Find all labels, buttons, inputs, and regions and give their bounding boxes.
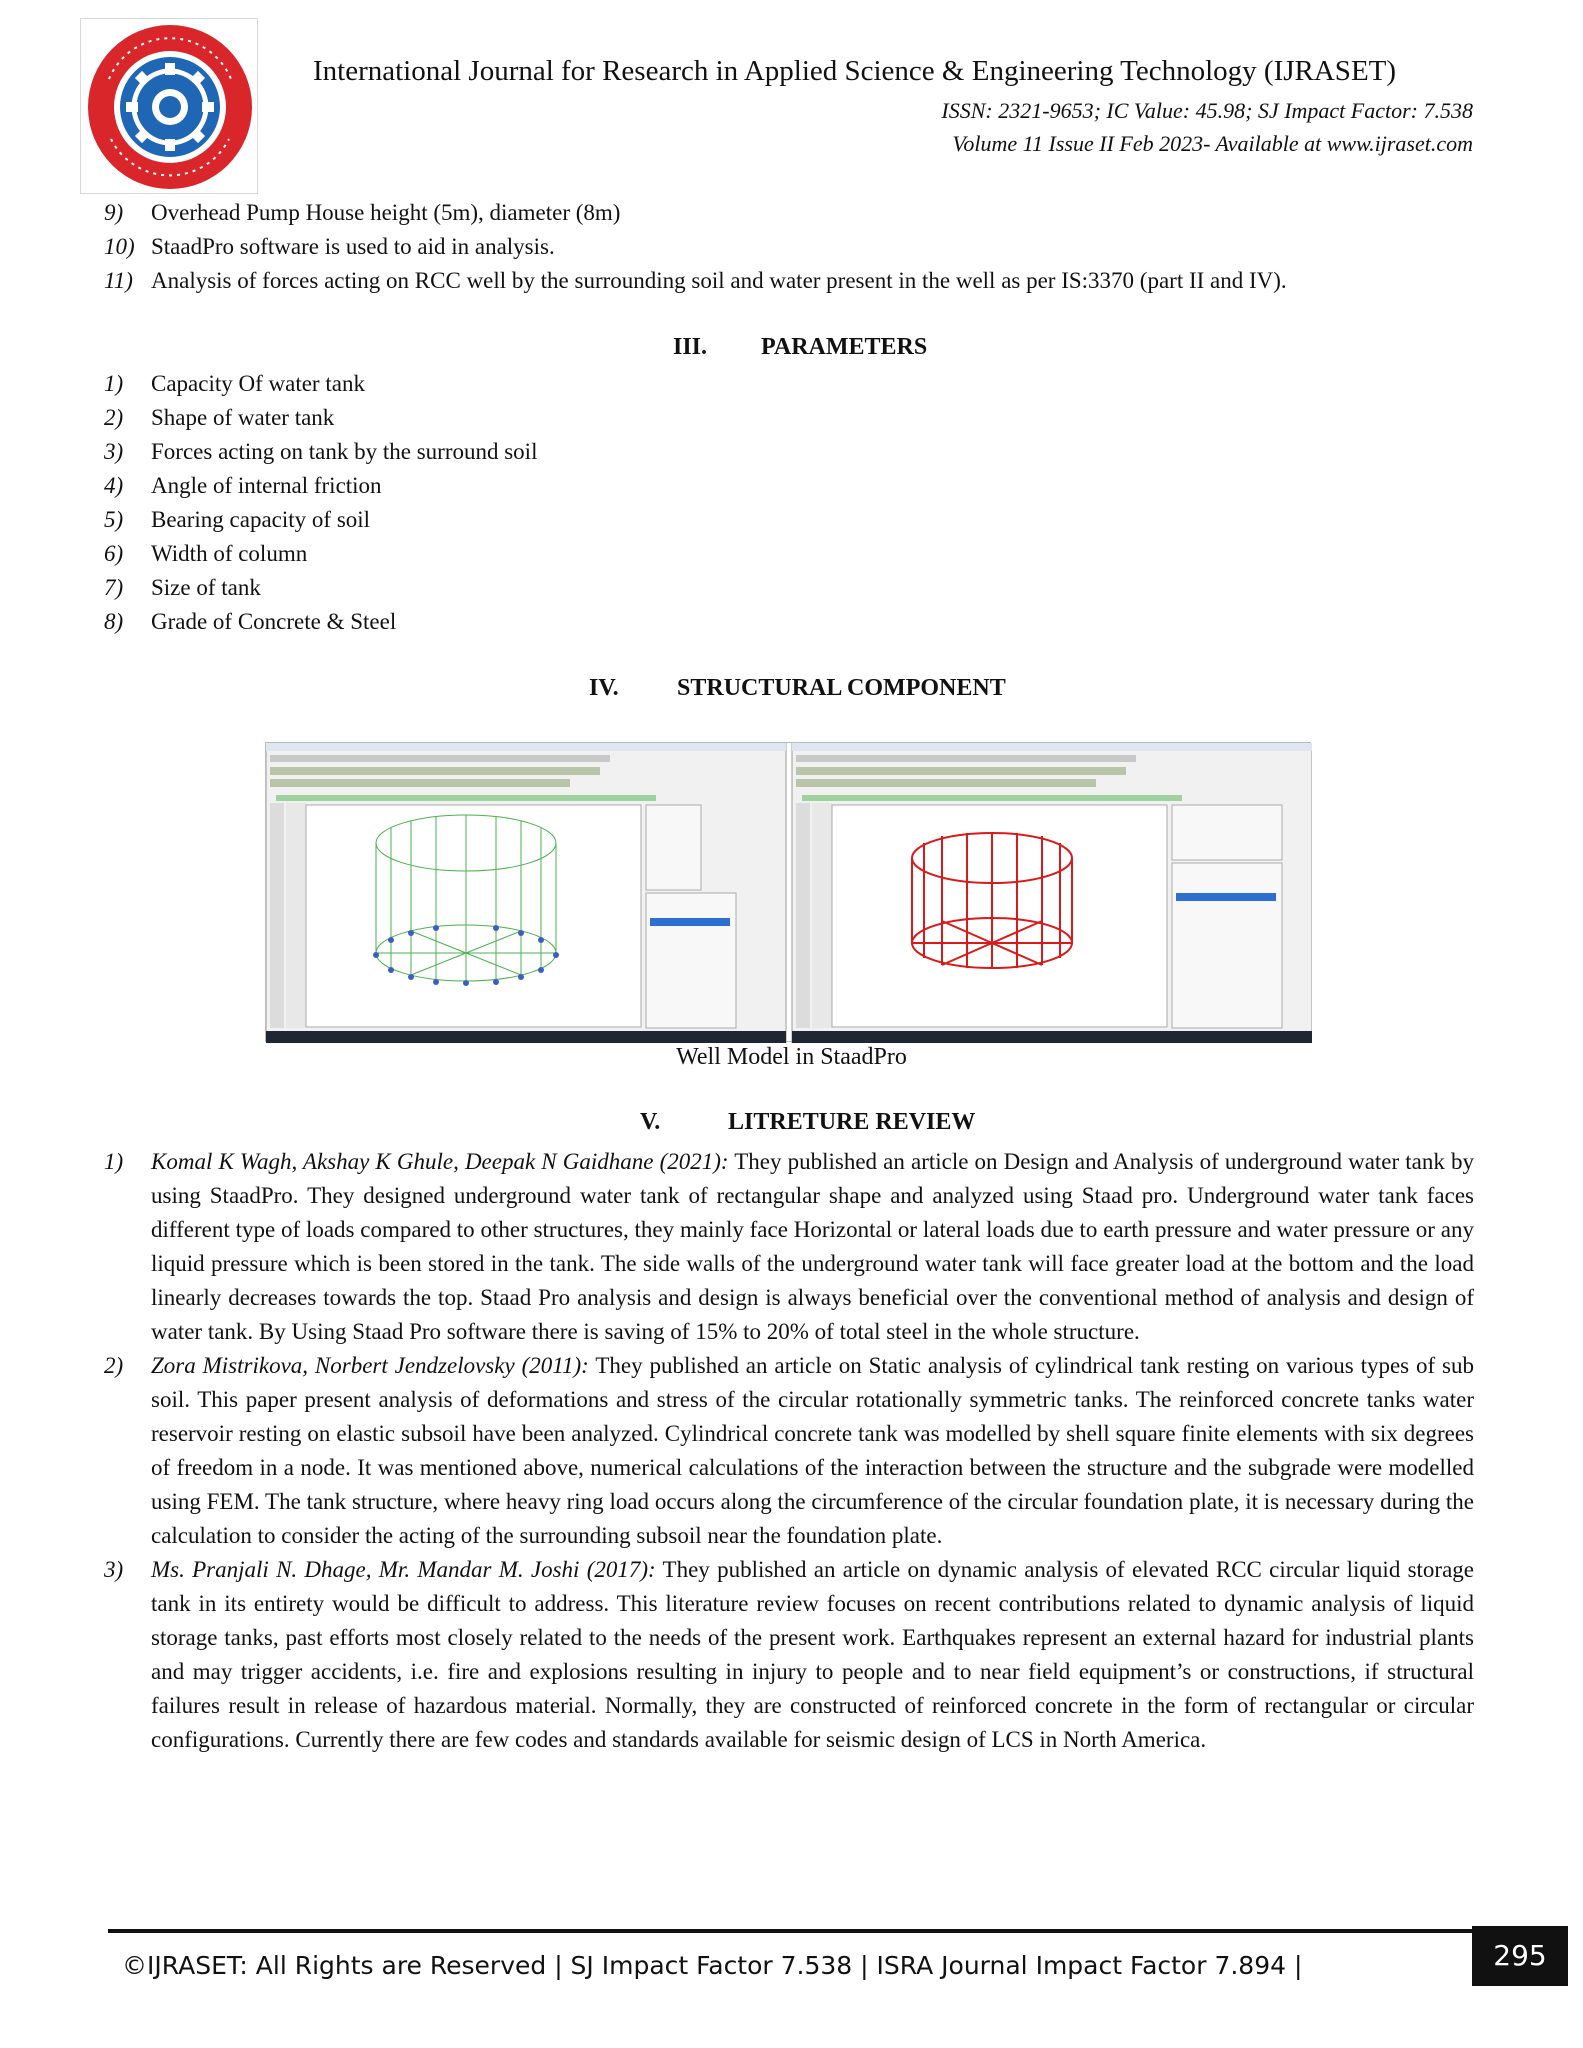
section-heading-review: V. LITRETURE REVIEW <box>640 1109 976 1135</box>
references-list <box>104 1145 1474 1757</box>
list-item: 2) Zora Mistrikova, Norbert Jendzelovsky (2011): They published an article on Static analysis of cylindrical tank resting on various types of sub soil. This paper present analysis of deformations and stress of the circular rotationally symmetric tanks. The reinforced concrete tanks water reservoir resting on elastic subsoil have been analyzed. Cylindrical concrete tank was modelled by shell square finite elements with six degrees of freedom in a node. It was mentioned above, numerical calculations of the interaction between the structure and the subgrade were modelled using FEM. The tank structure, where heavy ring load occurs along the circumference of the circular foundation plate, it is necessary during the calculation to consider the acting of the surrounding subsoil near the foundation plate. <box>104 1353 1474 1548</box>
section-heading-parameters: III. PARAMETERS <box>673 334 928 360</box>
list-item: 4) Angle of internal friction <box>104 473 382 498</box>
list-item: 10) StaadPro software is used to aid in analysis. <box>104 234 555 259</box>
figure-caption: Well Model in StaadPro <box>676 1044 907 1070</box>
reference-text: They published an article on Static analysis of cylindrical tank resting on various types of sub soil. This paper present analysis of deformations and stress of the circular rotationally symmetric tanks. The reinforced concrete tanks water reservoir resting on elastic subsoil have been analyzed. Cylindrical concrete tank was modelled by shell square finite elements with six degrees of freedom in a node. It was mentioned above, numerical calculations of the interaction between the structure and the subgrade were modelled using FEM. The tank structure, where heavy ring load occurs along the circumference of the circular foundation plate, it is necessary during the calculation to consider the acting of the surrounding subsoil near the foundation plate. <box>151 1353 1474 1548</box>
list-item: 2) Shape of water tank <box>104 405 335 430</box>
section-heading-structural: IV. STRUCTURAL COMPONENT <box>589 675 1006 701</box>
list-item: 1) Capacity Of water tank <box>104 371 365 396</box>
reference-authors: Komal K Wagh, Akshay K Ghule, Deepak N Gaidhane (2021): <box>151 1149 729 1174</box>
page-number: 295 <box>1472 1926 1568 1986</box>
list-item: 3) Ms. Pranjali N. Dhage, Mr. Mandar M. Joshi (2017): They published an article on dynamic analysis of elevated RCC circular liquid storage tank in its entirety would be difficult to address. This literature review focuses on recent contributions related to dynamic analysis of liquid storage tanks, past efforts most closely related to the needs of the present work. Earthquakes represent an external hazard for industrial plants and may trigger accidents, i.e. fire and explosions resulting in injury to people and to near field equipment’s or constructions, if structural failures result in release of hazardous material. Normally, they are constructed of reinforced concrete in the form of rectangular or circular configurations. Currently there are few codes and standards available for seismic design of LCS in North America. <box>104 1557 1474 1752</box>
journal-title: International Journal for Research in Applied Science & Engineering Technology (IJRASET) <box>313 55 1397 87</box>
reference-authors: Zora Mistrikova, Norbert Jendzelovsky (2011): <box>151 1353 589 1378</box>
list-item: 5) Bearing capacity of soil <box>104 507 371 532</box>
ijraset-seal-icon <box>81 19 259 195</box>
list-item: 8) Grade of Concrete & Steel <box>104 609 397 634</box>
reference-text: They published an article on Design and Analysis of underground water tank by using StaadPro. They designed underground water tank of rectangular shape and analyzed using Staad pro. Underground water tank faces different type of loads compared to other structures, they mainly face Horizontal or lateral loads due to earth pressure and water pressure or any liquid pressure which is been stored in the tank. The side walls of the underground water tank will face greater load at the bottom and the load linearly decreases towards the top. Staad Pro analysis and design is always beneficial over the conventional method of analysis and design of water tank. By Using Staad Pro software there is saving of 15% to 20% of total steel in the whole structure. <box>151 1149 1474 1344</box>
staadpro-figure <box>265 742 1311 1042</box>
reference-text: They published an article on dynamic analysis of elevated RCC circular liquid storage tank in its entirety would be difficult to address. This literature review focuses on recent contributions related to dynamic analysis of liquid storage tanks, past efforts most closely related to the needs of the present work. Earthquakes represent an external hazard for industrial plants and may trigger accidents, i.e. fire and explosions resulting in injury to people and to near field equipment’s or constructions, if structural failures result in release of hazardous material. Normally, they are constructed of reinforced concrete in the form of rectangular or circular configurations. Currently there are few codes and standards available for seismic design of LCS in North America. <box>151 1557 1474 1752</box>
footer-divider <box>108 1929 1480 1933</box>
scope-list <box>104 196 1474 298</box>
parameters-list <box>104 367 1474 639</box>
volume-line: Volume 11 Issue II Feb 2023- Available at www.ijraset.com <box>952 131 1473 156</box>
reference-authors: Ms. Pranjali N. Dhage, Mr. Mandar M. Joshi (2017): <box>151 1557 656 1582</box>
list-item: 11) Analysis of forces acting on RCC well by the surrounding soil and water present in the well as per IS:3370 (part II and IV). <box>104 268 1287 293</box>
footer-copyright: ©IJRASET: All Rights are Reserved | SJ Impact Factor 7.538 | ISRA Journal Impact Factor 7.894 | <box>122 1951 1303 1980</box>
issn-line: ISSN: 2321-9653; IC Value: 45.98; SJ Impact Factor: 7.538 <box>941 98 1473 123</box>
list-item: 6) Width of column <box>104 541 308 566</box>
list-item: 3) Forces acting on tank by the surround soil <box>104 439 538 464</box>
list-item: 7) Size of tank <box>104 575 261 600</box>
list-item: 9) Overhead Pump House height (5m), diameter (8m) <box>104 200 621 225</box>
journal-logo <box>80 18 258 194</box>
staadpro-screenshots-image <box>266 743 1312 1043</box>
list-item: 1) Komal K Wagh, Akshay K Ghule, Deepak N Gaidhane (2021): They published an article on Design and Analysis of underground water tank by using StaadPro. They designed underground water tank of rectangular shape and analyzed using Staad pro. Underground water tank faces different type of loads compared to other structures, they mainly face Horizontal or lateral loads due to earth pressure and water pressure or any liquid pressure which is been stored in the tank. The side walls of the underground water tank will face greater load at the bottom and the load linearly decreases towards the top. Staad Pro analysis and design is always beneficial over the conventional method of analysis and design of water tank. By Using Staad Pro software there is saving of 15% to 20% of total steel in the whole structure. <box>104 1149 1474 1344</box>
